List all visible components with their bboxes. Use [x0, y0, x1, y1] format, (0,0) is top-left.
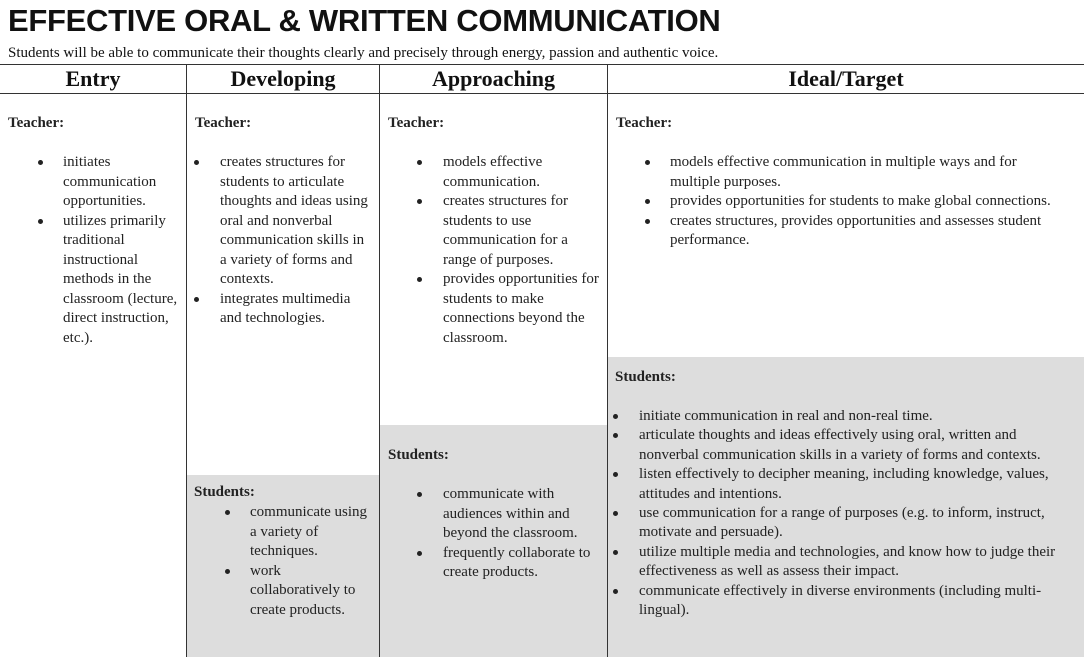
list-item: models effective communication in multiple ways and for multiple purposes.: [670, 153, 1070, 192]
entry-teacher-label: Teacher:: [8, 115, 65, 131]
list-item: use communication for a range of purposes (e.g. to inform, instruct, motivate and persuade).: [639, 504, 1071, 543]
ideal-students-label: Students:: [615, 369, 676, 385]
ideal-students-list: [639, 407, 1071, 620]
column-divider-1: [186, 64, 187, 657]
list-item: listen effectively to decipher meaning, including knowledge, values, attitudes and intentions.: [639, 465, 1071, 504]
list-item: articulate thoughts and ideas effectively using oral, written and nonverbal communication skills in a variety of forms and contexts.: [639, 426, 1071, 465]
page-subtitle: Students will be able to communicate their thoughts clearly and precisely through energy, passion and authentic voice.: [8, 45, 719, 61]
list-item: creates structures for students to articulate thoughts and ideas using oral and nonverbal communication skills in a variety of forms and contexts.: [220, 153, 372, 290]
approaching-teacher-label: Teacher:: [388, 115, 445, 131]
developing-students-list: [250, 503, 374, 620]
column-heading-approaching: Approaching: [431, 66, 556, 91]
column-divider-2: [379, 64, 380, 657]
list-item: communicate effectively in diverse environments (including multi-lingual).: [639, 582, 1071, 621]
approaching-teacher-list: [443, 153, 601, 348]
list-item: creates structures, provides opportunities and assesses student performance.: [670, 212, 1070, 251]
list-item: provides opportunities for students to make global connections.: [670, 192, 1070, 212]
list-item: communicate with audiences within and beyond the classroom.: [443, 485, 601, 544]
list-item: creates structures for students to use communication for a range of purposes.: [443, 192, 601, 270]
column-heading-developing: Developing: [230, 66, 336, 91]
ideal-teacher-list: [670, 153, 1070, 251]
list-item: initiates communication opportunities.: [63, 153, 181, 212]
developing-teacher-list: [220, 153, 372, 329]
developing-students-label: Students:: [194, 484, 255, 500]
ideal-teacher-label: Teacher:: [616, 115, 673, 131]
approaching-students-label: Students:: [388, 447, 449, 463]
page-title: EFFECTIVE ORAL & WRITTEN COMMUNICATION: [8, 3, 721, 38]
list-item: communicate using a variety of techniques.: [250, 503, 374, 562]
list-item: work collaboratively to create products.: [250, 562, 374, 621]
developing-teacher-label: Teacher:: [195, 115, 252, 131]
list-item: initiate communication in real and non-real time.: [639, 407, 1071, 426]
list-item: utilize multiple media and technologies, and know how to judge their effectiveness as well as assess their impact.: [639, 543, 1071, 582]
column-heading-entry: Entry: [65, 66, 121, 91]
list-item: provides opportunities for students to make connections beyond the classroom.: [443, 270, 601, 348]
approaching-students-list: [443, 485, 601, 583]
list-item: frequently collaborate to create products.: [443, 544, 601, 583]
entry-teacher-list: [63, 153, 181, 348]
list-item: integrates multimedia and technologies.: [220, 290, 372, 329]
list-item: models effective communication.: [443, 153, 601, 192]
column-divider-3: [607, 64, 608, 657]
header-bottom-rule: [0, 93, 1084, 94]
column-heading-ideal: Ideal/Target: [788, 66, 904, 91]
list-item: utilizes primarily traditional instructional methods in the classroom (lecture, direct instruction, etc.).: [63, 212, 181, 349]
